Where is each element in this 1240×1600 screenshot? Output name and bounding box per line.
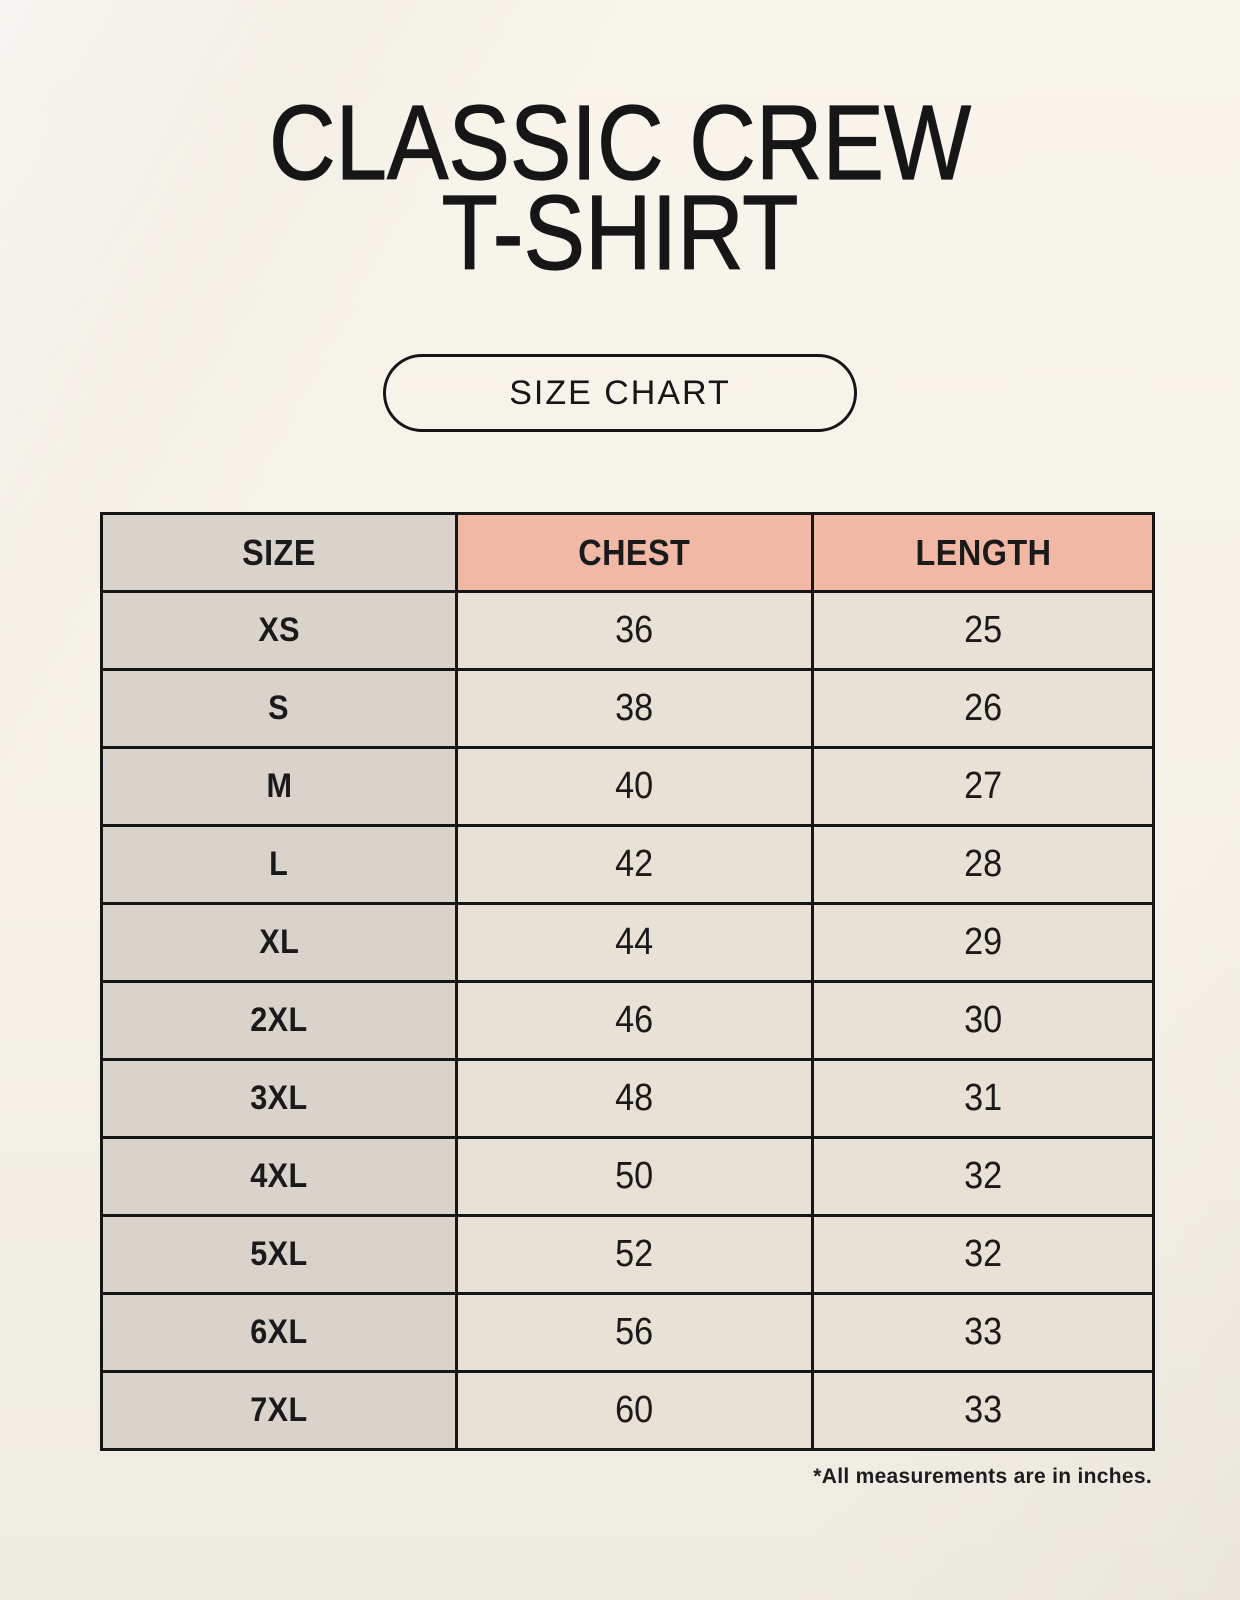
cell-text: 31 xyxy=(963,1077,1003,1120)
column-header-length xyxy=(813,514,1154,592)
cell-text: XL xyxy=(258,923,299,962)
chest-value-cell xyxy=(457,592,813,670)
cell-text: 27 xyxy=(963,765,1003,808)
cell-text: 5XL xyxy=(250,1235,308,1274)
measurements-footnote: *All measurements are in inches. xyxy=(813,1465,1152,1489)
length-value-cell xyxy=(813,826,1154,904)
cell-text: M xyxy=(266,767,292,806)
table-row xyxy=(102,592,1154,670)
cell-text: 7XL xyxy=(250,1391,308,1430)
size-label-cell xyxy=(102,1138,457,1216)
table-row xyxy=(102,904,1154,982)
cell-text: 44 xyxy=(615,921,654,964)
table-row xyxy=(102,1216,1154,1294)
chest-value-cell xyxy=(457,1060,813,1138)
size-label-cell xyxy=(102,1372,457,1450)
chest-value-cell xyxy=(457,826,813,904)
column-header-length-label: LENGTH xyxy=(915,531,1051,573)
size-label-cell xyxy=(102,670,457,748)
table-row xyxy=(102,748,1154,826)
size-label-cell xyxy=(102,1216,457,1294)
size-chart-button[interactable] xyxy=(383,354,857,432)
chest-value-cell xyxy=(457,748,813,826)
cell-text: 33 xyxy=(963,1389,1003,1432)
length-value-cell xyxy=(813,1294,1154,1372)
cell-text: 3XL xyxy=(250,1079,308,1118)
size-label-cell xyxy=(102,826,457,904)
length-value-cell xyxy=(813,1372,1154,1450)
table-row xyxy=(102,1294,1154,1372)
cell-text: 42 xyxy=(615,843,654,886)
cell-text: 29 xyxy=(963,921,1003,964)
cell-text: 56 xyxy=(615,1311,654,1354)
table-header xyxy=(102,514,1154,592)
cell-text: 32 xyxy=(963,1155,1003,1198)
cell-text: 36 xyxy=(615,609,654,652)
size-label-cell xyxy=(102,592,457,670)
cell-text: XS xyxy=(258,611,300,650)
cell-text: 6XL xyxy=(250,1313,308,1352)
table-row xyxy=(102,1138,1154,1216)
cell-text: 46 xyxy=(615,999,654,1042)
length-value-cell xyxy=(813,748,1154,826)
size-label-cell xyxy=(102,1060,457,1138)
table-row xyxy=(102,826,1154,904)
cell-text: 52 xyxy=(615,1233,654,1276)
table-row xyxy=(102,1060,1154,1138)
title-line-2: T-SHIRT xyxy=(441,174,799,293)
length-value-cell xyxy=(813,670,1154,748)
table-row xyxy=(102,982,1154,1060)
cell-text: 50 xyxy=(615,1155,654,1198)
chest-value-cell xyxy=(457,1138,813,1216)
size-label-cell xyxy=(102,904,457,982)
cell-text: S xyxy=(268,689,290,728)
chest-value-cell xyxy=(457,670,813,748)
length-value-cell xyxy=(813,904,1154,982)
cell-text: 32 xyxy=(963,1233,1003,1276)
cell-text: 26 xyxy=(963,687,1003,730)
chest-value-cell xyxy=(457,1216,813,1294)
cell-text: 28 xyxy=(963,843,1003,886)
table-header-row xyxy=(102,514,1154,592)
table-row xyxy=(102,670,1154,748)
size-label-cell xyxy=(102,1294,457,1372)
chest-value-cell xyxy=(457,1372,813,1450)
chest-value-cell xyxy=(457,982,813,1060)
length-value-cell xyxy=(813,1138,1154,1216)
length-value-cell xyxy=(813,1216,1154,1294)
column-header-chest-label: CHEST xyxy=(578,531,691,573)
column-header-size-label: SIZE xyxy=(242,531,316,573)
cell-text: 48 xyxy=(615,1077,654,1120)
cell-text: 33 xyxy=(963,1311,1003,1354)
size-label-cell xyxy=(102,748,457,826)
length-value-cell xyxy=(813,592,1154,670)
column-header-size xyxy=(102,514,457,592)
cell-text: 2XL xyxy=(250,1001,308,1040)
size-chart-button-wrap xyxy=(0,354,1240,432)
cell-text: 60 xyxy=(615,1389,654,1432)
cell-text: 25 xyxy=(963,609,1003,652)
cell-text: 4XL xyxy=(250,1157,308,1196)
cell-text: L xyxy=(269,845,289,884)
page-title xyxy=(81,0,1160,293)
cell-text: 38 xyxy=(615,687,654,730)
chest-value-cell xyxy=(457,904,813,982)
chest-value-cell xyxy=(457,1294,813,1372)
size-table-body xyxy=(102,592,1154,1450)
cell-text: 30 xyxy=(963,999,1003,1042)
table-row xyxy=(102,1372,1154,1450)
size-chart-button-label: SIZE CHART xyxy=(509,373,731,412)
length-value-cell xyxy=(813,1060,1154,1138)
title-line-1: CLASSIC CREW xyxy=(268,84,972,202)
size-chart-table xyxy=(100,512,1155,1451)
size-label-cell xyxy=(102,982,457,1060)
column-header-chest xyxy=(457,514,813,592)
length-value-cell xyxy=(813,982,1154,1060)
cell-text: 40 xyxy=(615,765,654,808)
